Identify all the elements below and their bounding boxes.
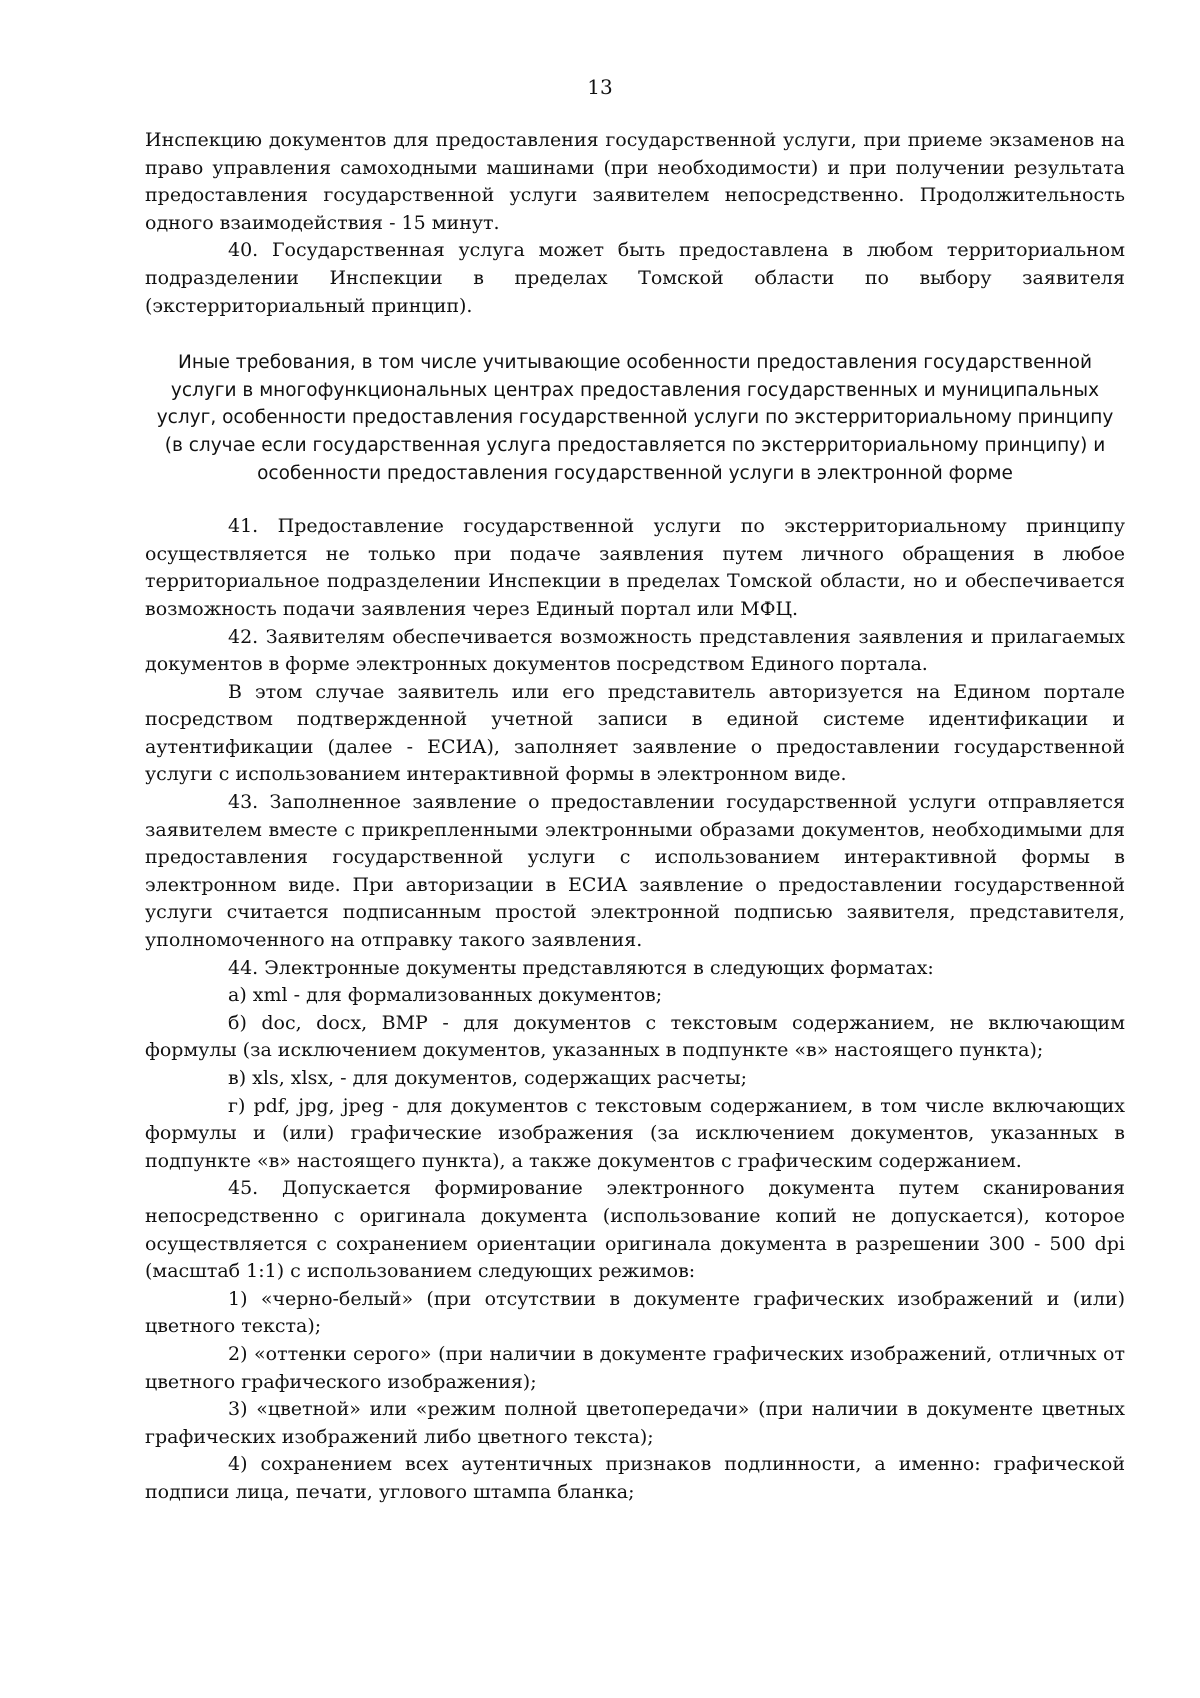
section-heading: Иные требования, в том числе учитывающие особенности предоставления государственной услуги в многофункциональных центрах предоставления государственных и муниципальных услуг, особенности предоставления государственной услуги по экстерриториальному принципу (в случае если государственная услуга предоставляется по экстерриториальному принципу) и особенности предоставления государственной услуги в электронной форме bbox=[156, 352, 1114, 484]
paragraph-44-a: а) xml - для формализованных документов; bbox=[228, 984, 663, 1007]
paragraph-45-4: 4) сохранением всех аутентичных признаков подлинности, а именно: графической подписи лица, печати, углового штампа бланка; bbox=[145, 1453, 1125, 1503]
paragraph-44-d: г) pdf, jpg, jpeg - для документов с текстовым содержанием, в том числе включающих формулы и (или) графические изображения (за исключением документов, указанных в подпункте «в» настоящего пункта), а также документов с графическим содержанием. bbox=[145, 1094, 1125, 1172]
paragraph-42: 42. Заявителям обеспечивается возможность представления заявления и прилагаемых документов в форме электронных документов посредством Единого портала. bbox=[145, 625, 1125, 676]
paragraph-42-continued: В этом случае заявитель или его представитель авторизуется на Едином портале посредством подтвержденной учетной записи в единой системе идентификации и аутентификации (далее - ЕСИА), заполняет заявление о предоставлении государственной услуги с использованием интерактивной формы в электронном виде. bbox=[145, 680, 1125, 786]
paragraph-45-1: 1) «черно-белый» (при отсутствии в документе графических изображений и (или) цветного текста); bbox=[145, 1287, 1125, 1338]
page-number: 13 bbox=[587, 75, 613, 99]
paragraph-43: 43. Заполненное заявление о предоставлении государственной услуги отправляется заявителем вместе с прикрепленными электронными образами документов, необходимыми для предоставления государственной услуги с использованием интерактивной формы в электронном виде. При авторизации в ЕСИА заявление о предоставлении государственной услуги считается подписанным простой электронной подписью заявителя, представителя, уполномоченного на отправку такого заявления. bbox=[145, 791, 1125, 952]
paragraph-44: 44. Электронные документы представляются в следующих форматах: bbox=[228, 956, 934, 979]
paragraph-44-b: б) doc, docx, BMP - для документов с текстовым содержанием, не включающим формулы (за исключением документов, указанных в подпункте «в» настоящего пункта); bbox=[145, 1011, 1125, 1062]
paragraph-40: 40. Государственная услуга может быть предоставлена в любом территориальном подразделении Инспекции в пределах Томской области по выбору заявителя (экстерриториальный принцип). bbox=[145, 239, 1125, 317]
paragraph-45: 45. Допускается формирование электронного документа путем сканирования непосредственно с оригинала документа (использование копий не допускается), которое осуществляется с сохранением ориентации оригинала документа в разрешении 300 - 500 dpi (масштаб 1:1) с использованием следующих режимов: bbox=[145, 1177, 1125, 1283]
document-body bbox=[145, 127, 1125, 1507]
paragraph-45-2: 2) «оттенки серого» (при наличии в документе графических изображений, отличных от цветного графического изображения); bbox=[145, 1342, 1125, 1393]
paragraph-continuation: Инспекцию документов для предоставления государственной услуги, при приеме экзаменов на право управления самоходными машинами (при необходимости) и при получении результата предоставления государственной услуги заявителем непосредственно. Продолжительность одного взаимодействия - 15 минут. bbox=[145, 129, 1125, 234]
paragraph-45-3: 3) «цветной» или «режим полной цветопередачи» (при наличии в документе цветных графических изображений либо цветного текста); bbox=[145, 1398, 1125, 1448]
paragraph-41: 41. Предоставление государственной услуги по экстерриториальному принципу осуществляется не только при подаче заявления путем личного обращения в любое территориальное подразделении Инспекции в пределах Томской области, но и обеспечивается возможность подачи заявления через Единый портал или МФЦ. bbox=[145, 515, 1125, 620]
paragraph-44-c: в) xls, xlsx, - для документов, содержащих расчеты; bbox=[228, 1067, 748, 1089]
